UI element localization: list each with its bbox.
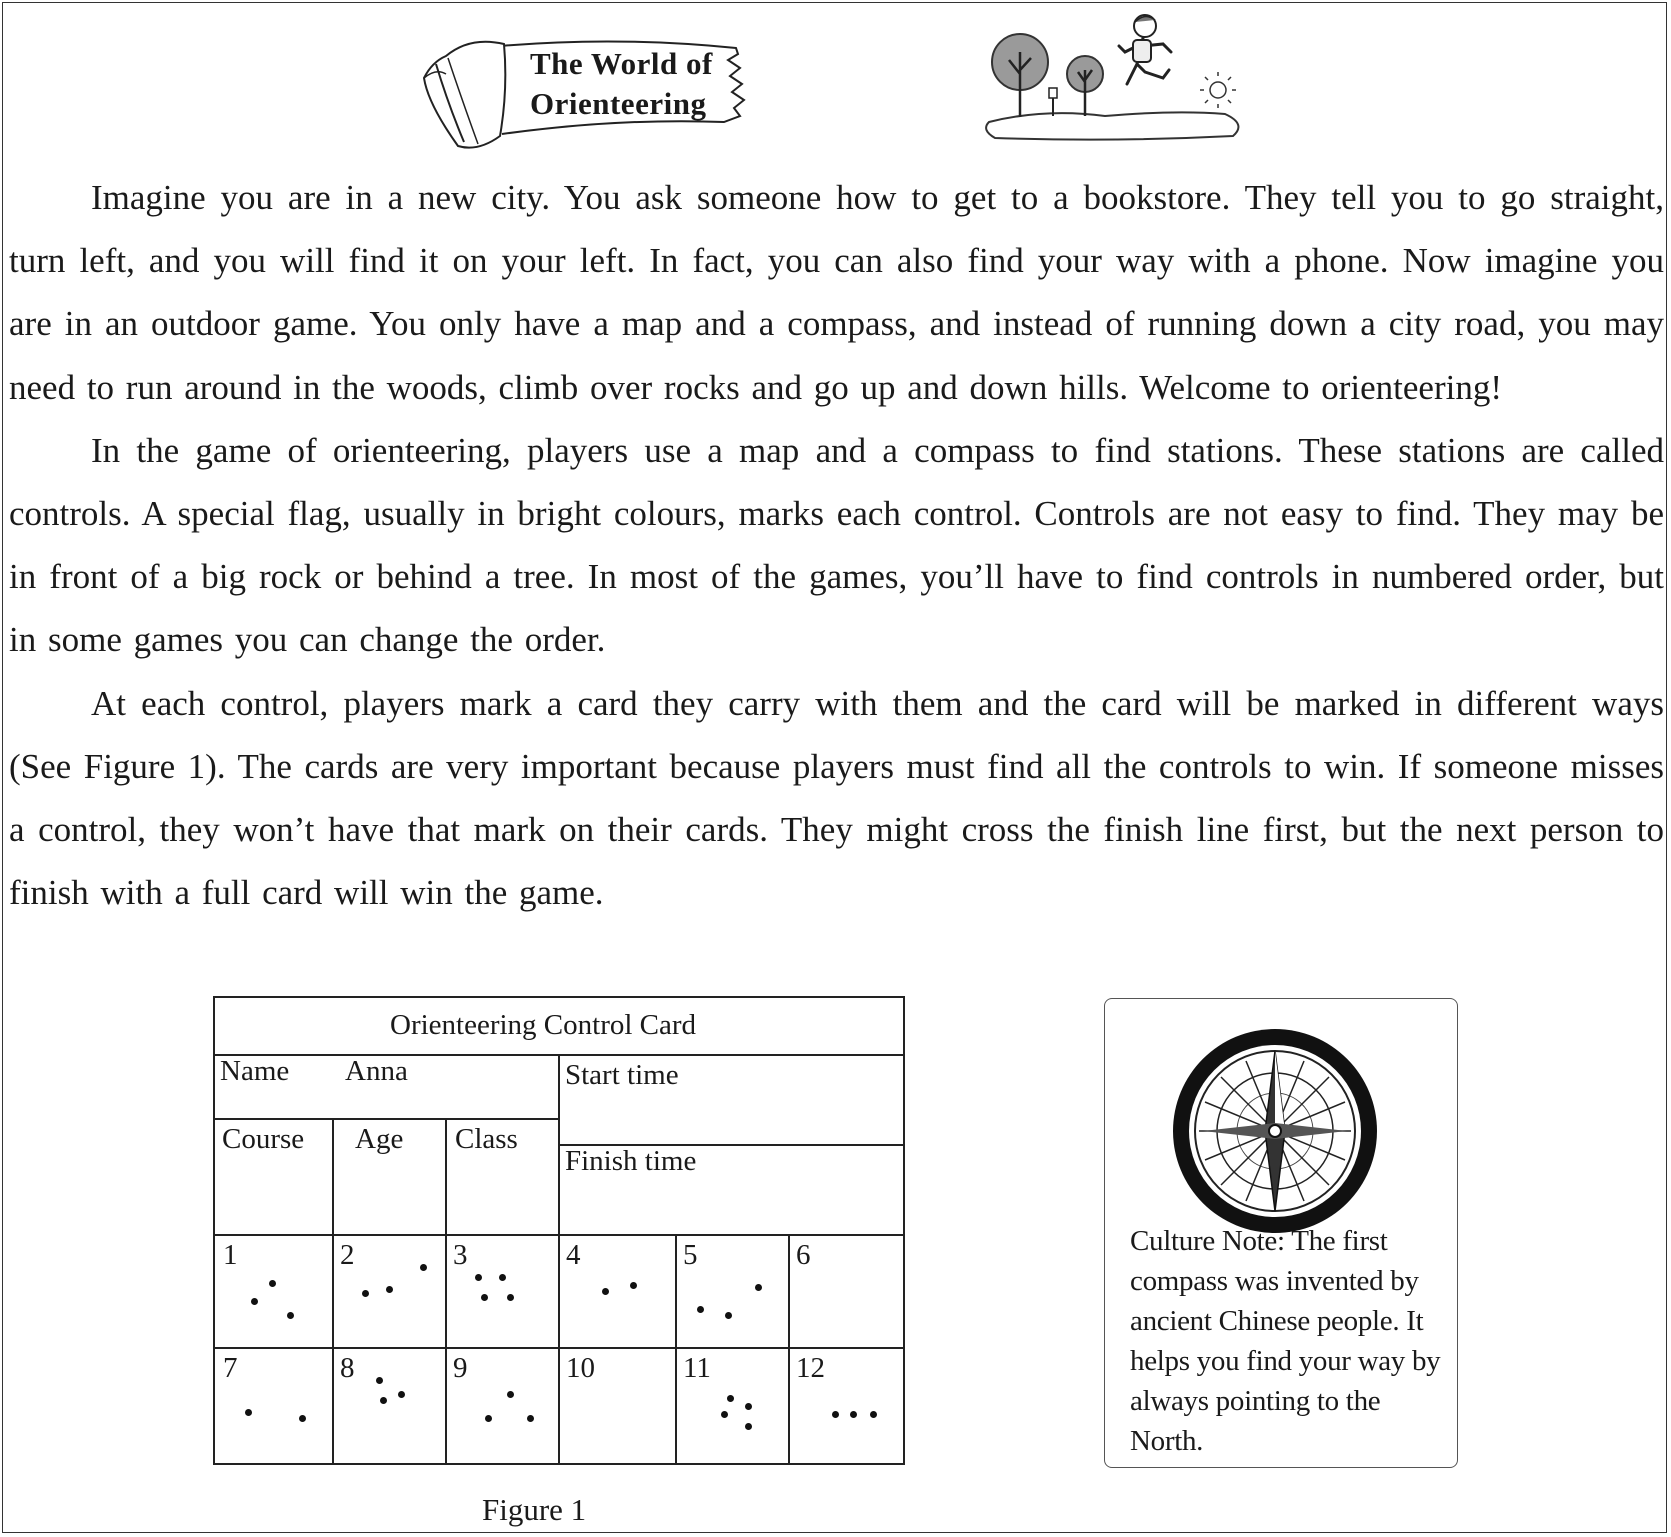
class-label: Class xyxy=(455,1123,518,1155)
control-number-6: 6 xyxy=(796,1239,811,1271)
card-title: Orienteering Control Card xyxy=(390,1009,697,1041)
banner-title-line-1: The World of xyxy=(530,46,713,81)
paragraph-1: Imagine you are in a new city. You ask someone how to get to a bookstore. They tell you to go straight, turn left, and you will find it on your left. In fact, you can also find your way with a phone. Now imagine you are in an outdoor game. You only have a map and a compass, and instead of running down a city road, you may need to run around in the woods, climb over rocks and go up and down hills. Welcome to orienteering! xyxy=(9,178,1664,407)
control-card-table xyxy=(213,996,905,1465)
control-3-mark-4 xyxy=(507,1294,514,1301)
control-8-mark-2 xyxy=(380,1397,387,1404)
control-12-mark-2 xyxy=(850,1411,857,1418)
control-1-mark-3 xyxy=(287,1312,294,1319)
finish-time-label: Finish time xyxy=(565,1145,697,1177)
control-11-mark-4 xyxy=(745,1423,752,1430)
control-number-8: 8 xyxy=(340,1352,355,1384)
control-12-mark-1 xyxy=(832,1411,839,1418)
control-2-mark-2 xyxy=(362,1290,369,1297)
name-value: Anna xyxy=(345,1055,408,1087)
control-number-5: 5 xyxy=(683,1239,698,1271)
figure-caption: Figure 1 xyxy=(482,1492,587,1527)
control-number-1: 1 xyxy=(223,1239,238,1271)
control-number-2: 2 xyxy=(340,1239,355,1271)
control-4-mark-1 xyxy=(602,1288,609,1295)
banner-title xyxy=(530,44,750,124)
control-2-mark-3 xyxy=(386,1286,393,1293)
start-time-label: Start time xyxy=(565,1059,679,1091)
control-8-mark-1 xyxy=(376,1377,383,1384)
paragraph-3: At each control, players mark a card they carry with them and the card will be marked in different ways (See Figure 1). The cards are very important because players must find all the controls to win. If someone misses a control, they won’t have that mark on their cards. They might cross the finish line first, but the next person to finish with a full card will win the game. xyxy=(9,683,1664,913)
control-number-3: 3 xyxy=(453,1239,468,1271)
control-9-mark-2 xyxy=(485,1415,492,1422)
control-number-4: 4 xyxy=(566,1239,581,1271)
control-number-11: 11 xyxy=(683,1352,711,1384)
culture-note-box xyxy=(1104,998,1458,1468)
control-3-mark-1 xyxy=(475,1274,482,1281)
control-1-mark-1 xyxy=(269,1280,276,1287)
control-11-mark-2 xyxy=(745,1403,752,1410)
control-number-10: 10 xyxy=(566,1352,595,1384)
control-9-mark-1 xyxy=(507,1391,514,1398)
control-5-mark-1 xyxy=(755,1284,762,1291)
control-3-mark-2 xyxy=(499,1274,506,1281)
control-7-mark-1 xyxy=(245,1409,252,1416)
control-4-mark-2 xyxy=(630,1282,637,1289)
running-boy-trees-icon xyxy=(985,12,1255,142)
title-banner xyxy=(418,34,793,154)
control-number-7: 7 xyxy=(223,1352,238,1384)
course-label: Course xyxy=(222,1123,305,1155)
control-11-mark-1 xyxy=(727,1395,734,1402)
control-5-mark-3 xyxy=(725,1312,732,1319)
control-2-mark-1 xyxy=(420,1264,427,1271)
control-7-mark-2 xyxy=(299,1415,306,1422)
banner-title-line-2: Orienteering xyxy=(530,86,707,121)
control-number-12: 12 xyxy=(796,1352,825,1384)
paragraph-2: In the game of orienteering, players use a map and a compass to find stations. These stations are called controls. A special flag, usually in bright colours, marks each control. Controls are not easy to find. They may be in front of a big rock or behind a tree. In most of the games, you’ll have to find controls in numbered order, but in some games you can change the order. xyxy=(9,430,1664,660)
article-body xyxy=(9,166,1664,924)
control-1-mark-2 xyxy=(251,1298,258,1305)
age-label: Age xyxy=(355,1123,404,1155)
culture-note-text: Culture Note: The first compass was invented by ancient Chinese people. It helps you find your way by always pointing to the North. xyxy=(1130,1225,1441,1457)
control-number-9: 9 xyxy=(453,1352,468,1384)
control-12-mark-3 xyxy=(870,1411,877,1418)
name-label: Name xyxy=(220,1055,290,1087)
compass-icon xyxy=(1169,1025,1381,1237)
control-11-mark-3 xyxy=(721,1411,728,1418)
control-5-mark-2 xyxy=(697,1306,704,1313)
control-3-mark-3 xyxy=(481,1294,488,1301)
control-9-mark-3 xyxy=(527,1415,534,1422)
control-8-mark-3 xyxy=(398,1391,405,1398)
